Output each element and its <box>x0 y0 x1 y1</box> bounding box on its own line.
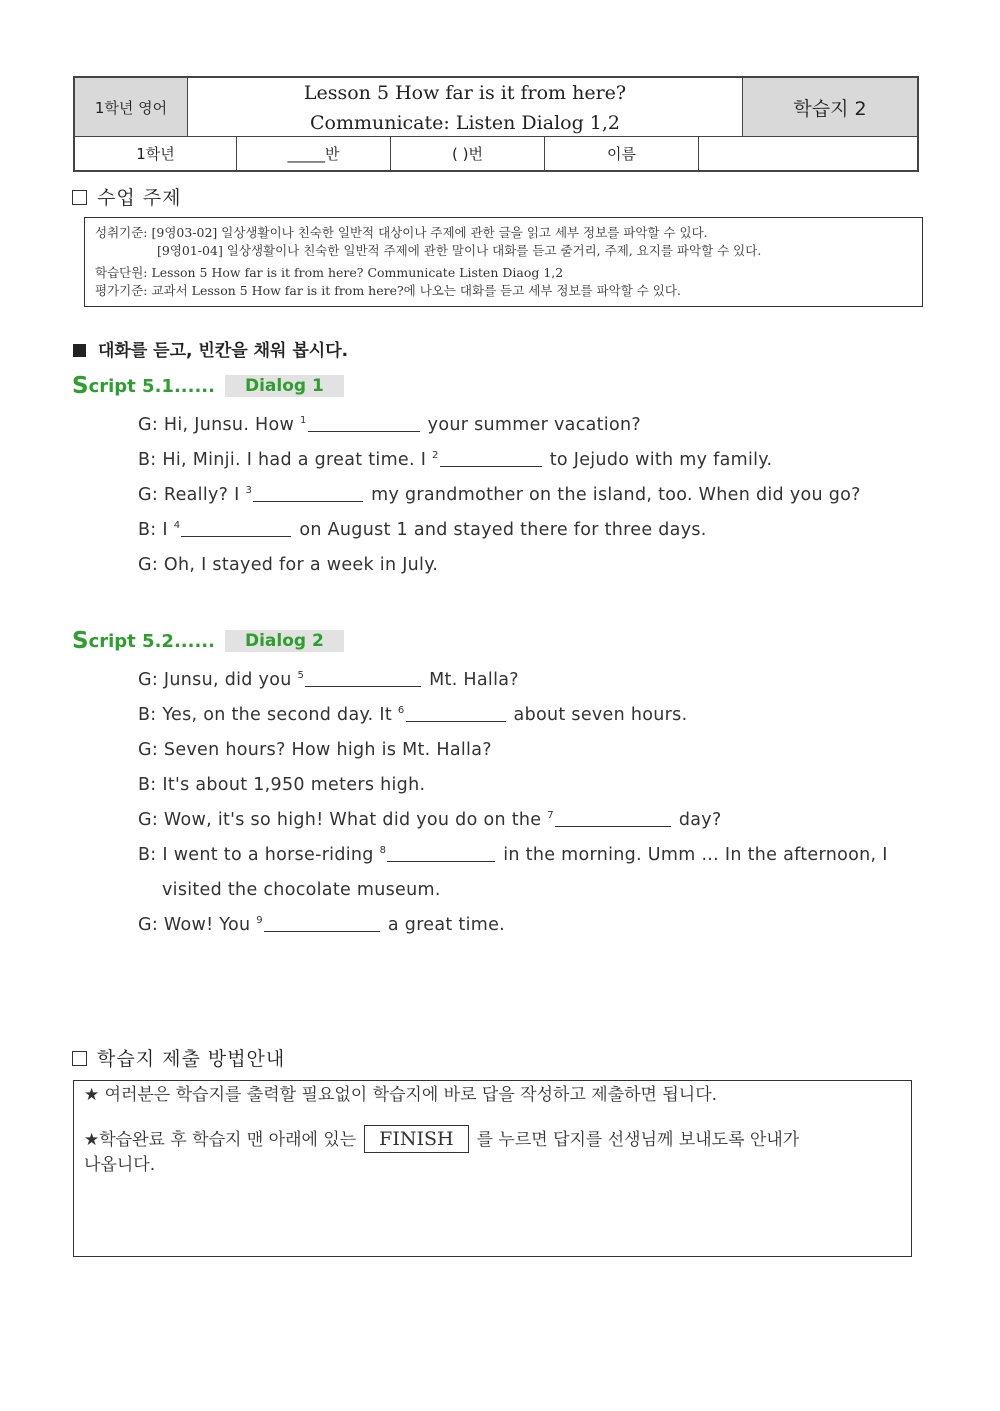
header-row-info <box>75 137 917 170</box>
dialog1-line: G: Really? I $^3$ my grandmother on the island, too. When did you go? <box>138 485 861 505</box>
dialog2-line: B: Yes, on the second day. It $^6$ about seven hours. <box>138 705 688 725</box>
class-field[interactable]: _____반 <box>237 137 391 170</box>
eval-line: 평가기준: 교과서 Lesson 5 How far is it from here?에 나오는 대화를 듣고 세부 정보를 파악할 수 있다. <box>95 282 681 298</box>
dialog2-line: G: Wow! You $^9$ a great time. <box>138 915 506 935</box>
grade-subject-cell: 1학년 영어 <box>75 78 188 136</box>
unit-line: 학습단원: Lesson 5 How far is it from here? Communicate Listen Diaog 1,2 <box>95 265 564 280</box>
dialog1-line: G: Hi, Junsu. How $^1$ your summer vacation? <box>138 415 641 435</box>
answer-blank-6[interactable] <box>406 705 506 722</box>
dialog1-line: G: Oh, I stayed for a week in July. <box>138 555 439 575</box>
dialog1-line: B: I $^4$ on August 1 and stayed there for three days. <box>138 520 707 540</box>
checkbox-square-icon <box>72 190 87 205</box>
dialog2-line: B: It's about 1,950 meters high. <box>138 775 426 795</box>
dialog1-label: Dialog 1 <box>225 375 344 397</box>
answer-blank-1[interactable] <box>308 415 420 432</box>
dialog2-line: G: Wow, it's so high! What did you do on the $^7$ day? <box>138 810 722 830</box>
lesson-title: Lesson 5 How far is it from here? <box>303 82 627 104</box>
dialog2-line: G: Junsu, did you $^5$ Mt. Halla? <box>138 670 519 690</box>
script1-header: S cript 5.1...... Dialog 1 <box>72 373 344 399</box>
grade-cell: 1학년 <box>75 137 237 170</box>
submit-line-1: ★ 여러분은 학습지를 출력할 필요없이 학습지에 바로 답을 작성하고 제출하면 됩니다. <box>84 1085 718 1105</box>
script2-header: S cript 5.2...... Dialog 2 <box>72 628 344 654</box>
name-field[interactable] <box>699 137 917 170</box>
lesson-subtitle: Communicate: Listen Dialog 1,2 <box>309 112 621 134</box>
sheet-label-cell: 학습지 2 <box>742 78 917 136</box>
dialog2-line: visited the chocolate museum. <box>162 880 441 900</box>
checkbox-square-icon <box>72 1051 87 1066</box>
criteria-box <box>84 217 923 307</box>
name-label: 이름 <box>545 137 699 170</box>
header-row-top <box>75 78 917 137</box>
instruction-heading: 대화를 듣고, 빈칸을 채워 봅시다. <box>73 336 348 361</box>
answer-blank-5[interactable] <box>305 670 421 687</box>
criteria-line-1: 성취기준: [9영03-02] 일상생활이나 친숙한 일반적 대상이나 주제에 관한 글을 읽고 세부 정보를 파악할 수 있다. <box>95 225 708 240</box>
topic-section-title: 수업 주제 <box>72 183 181 210</box>
criteria-line-2: [9영01-04] 일상생활이나 친숙한 일반적 주제에 관한 말이나 대화를 듣고 줄거리, 주제, 요지를 파악할 수 있다. <box>157 242 762 258</box>
submit-line-3: 나옵니다. <box>84 1155 156 1175</box>
dialog2-label: Dialog 2 <box>225 630 344 652</box>
submit-line-2: ★학습완료 후 학습지 맨 아래에 있는 FINISH 를 누르면 답지를 선생님께 보내도록 안내가 <box>84 1125 901 1153</box>
submit-section-title: 학습지 제출 방법안내 <box>72 1044 285 1071</box>
number-field[interactable]: ( )번 <box>391 137 545 170</box>
finish-button[interactable]: FINISH <box>364 1125 468 1153</box>
answer-blank-8[interactable] <box>387 845 495 862</box>
dialog2-line: G: Seven hours? How high is Mt. Halla? <box>138 740 492 760</box>
answer-blank-7[interactable] <box>555 810 671 827</box>
submit-instructions-box <box>73 1080 912 1257</box>
answer-blank-2[interactable] <box>440 450 542 467</box>
answer-blank-9[interactable] <box>264 915 380 932</box>
lesson-title-cell <box>188 78 742 136</box>
answer-blank-4[interactable] <box>181 520 291 537</box>
dialog2-line: B: I went to a horse-riding $^8$ in the morning. Umm ... In the afternoon, I <box>138 845 888 865</box>
answer-blank-3[interactable] <box>253 485 363 502</box>
header-table <box>73 76 919 172</box>
dialog1-line: B: Hi, Minji. I had a great time. I $^2$ to Jejudo with my family. <box>138 450 773 470</box>
filled-square-icon <box>73 344 86 357</box>
